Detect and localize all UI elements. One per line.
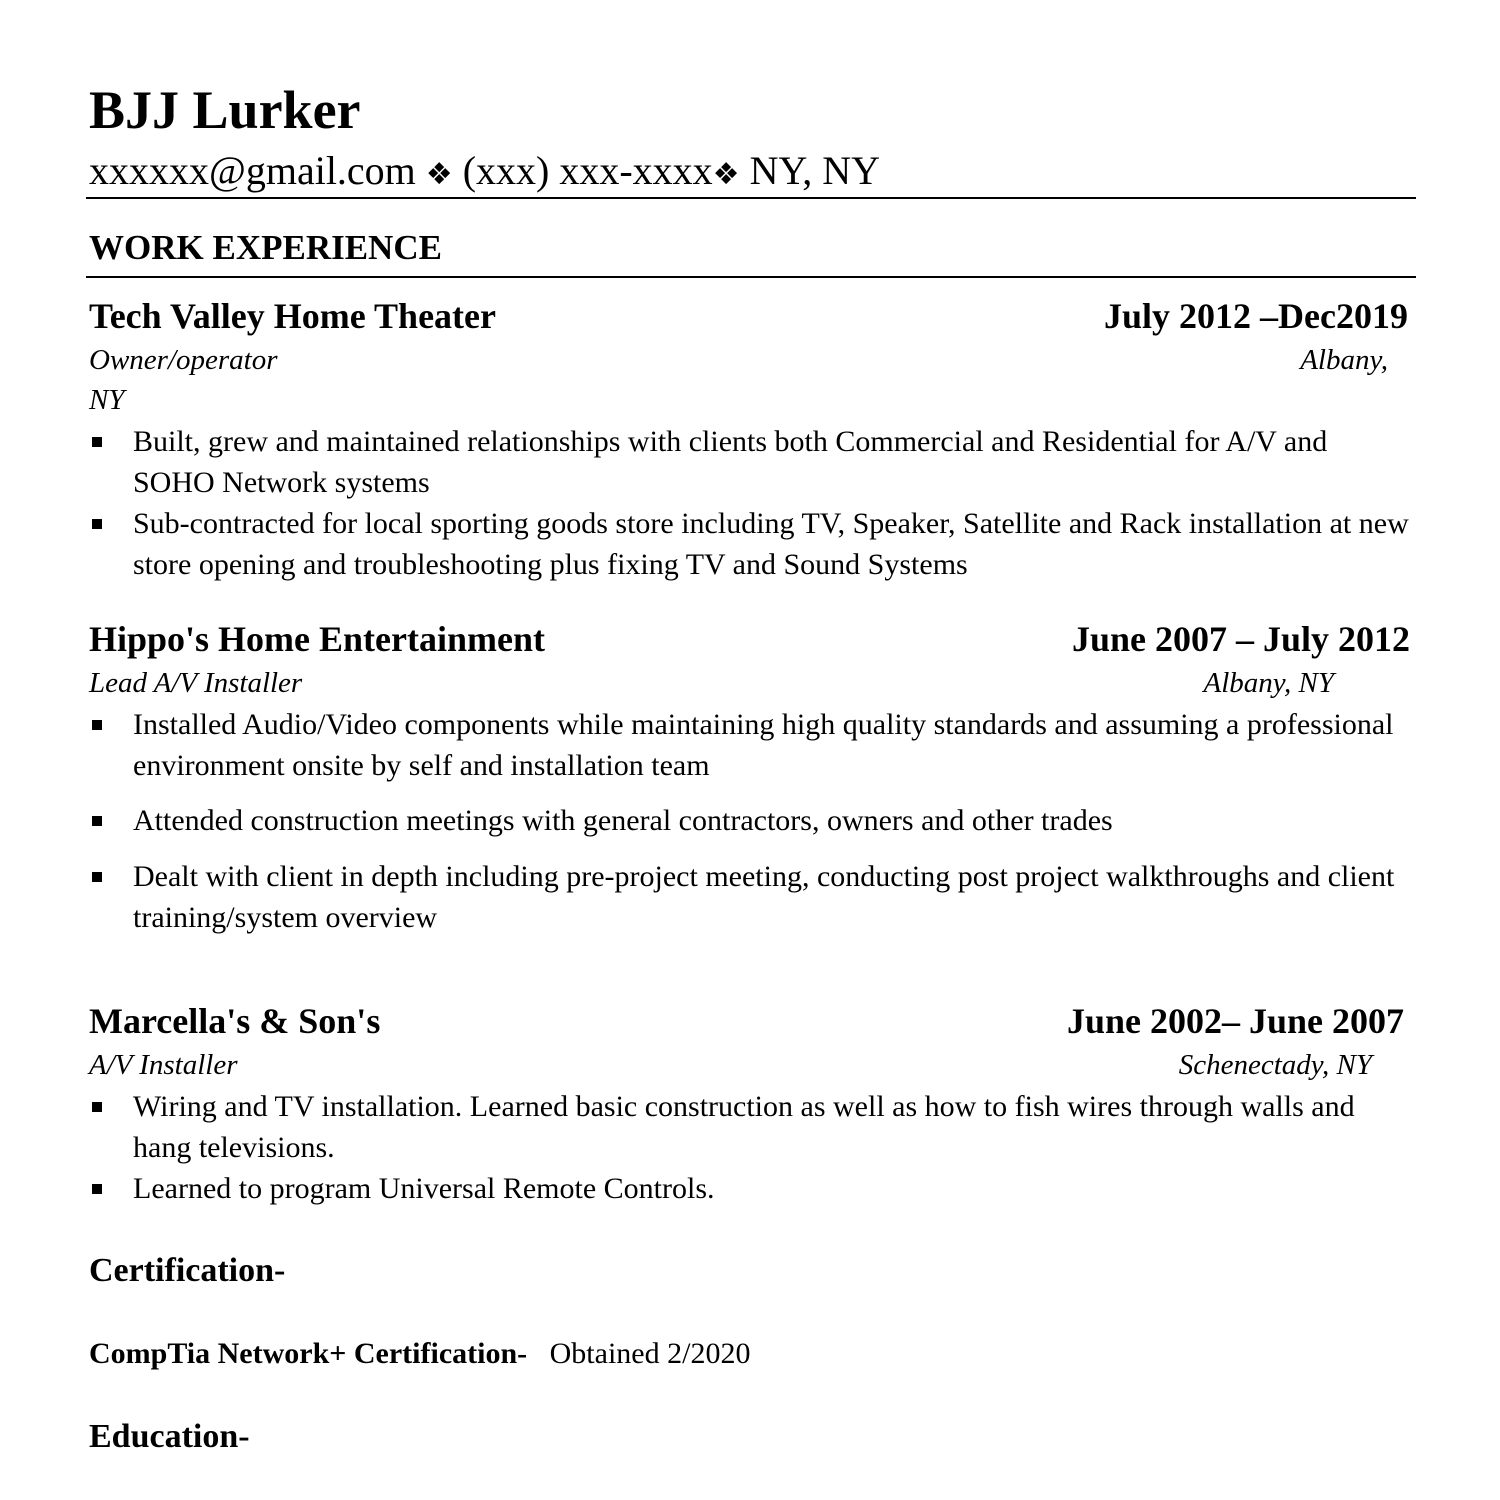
separator-icon: ❖ <box>425 157 453 192</box>
job-company: Tech Valley Home Theater <box>89 296 496 336</box>
job-role: Lead A/V Installer <box>89 667 303 699</box>
section-divider <box>86 276 1416 278</box>
job-location-continued: NY <box>89 384 125 416</box>
phone: (xxx) xxx-xxxx <box>462 148 713 193</box>
list-item <box>89 704 1409 786</box>
list-item <box>89 800 1409 841</box>
bullet-text: Attended construction meetings with general contractors, owners and other trades <box>133 804 1113 837</box>
job-company: Marcella's & Son's <box>89 1001 381 1041</box>
bullet-icon <box>89 856 133 938</box>
certification-line <box>89 1334 750 1374</box>
contact-line <box>89 148 880 198</box>
job-dates: July 2012 –Dec2019 <box>1104 296 1408 336</box>
location: NY, NY <box>749 148 880 193</box>
certification-date: Obtained 2/2020 <box>549 1337 751 1370</box>
bullet-text: Learned to program Universal Remote Controls. <box>133 1172 715 1205</box>
list-item <box>89 421 1409 503</box>
bullet-icon <box>89 704 133 786</box>
job-dates: June 2007 – July 2012 <box>1071 619 1410 659</box>
bullet-text: Dealt with client in depth including pre-project meeting, conducting post project walkthroughs and client training/system overview <box>133 860 1395 934</box>
resume-name: BJJ Lurker <box>89 80 361 140</box>
bullet-text: Built, grew and maintained relationships with clients both Commercial and Residential for A/V and SOHO Network systems <box>133 425 1328 499</box>
bullet-icon <box>89 503 133 585</box>
list-item <box>89 1086 1409 1168</box>
job-dates: June 2002– June 2007 <box>1066 1001 1404 1041</box>
section-heading-certification: Certification- <box>89 1252 286 1289</box>
certification-name: CompTia Network+ Certification- <box>89 1337 528 1370</box>
bullet-icon <box>89 1168 133 1209</box>
job-company: Hippo's Home Entertainment <box>89 619 545 659</box>
list-item <box>89 503 1409 585</box>
email: xxxxxx@gmail.com <box>89 148 416 193</box>
list-item <box>89 1168 1409 1209</box>
list-item <box>89 856 1409 938</box>
bullet-text: Wiring and TV installation. Learned basic construction as well as how to fish wires through walls and hang televisions. <box>133 1090 1355 1164</box>
job-location: Schenectady, NY <box>1178 1049 1372 1081</box>
job-location: Albany, <box>1300 344 1388 376</box>
separator-icon: ❖ <box>712 157 740 192</box>
job-role: Owner/operator <box>89 344 278 376</box>
job-location: Albany, NY <box>1203 667 1334 699</box>
section-heading-work-experience: WORK EXPERIENCE <box>89 228 442 267</box>
bullet-icon <box>89 800 133 841</box>
header-divider <box>86 197 1416 199</box>
bullet-icon <box>89 1086 133 1168</box>
bullet-icon <box>89 421 133 503</box>
bullet-text: Installed Audio/Video components while maintaining high quality standards and assuming a professional environment onsite by self and installation team <box>133 708 1394 782</box>
job-role: A/V Installer <box>89 1049 238 1081</box>
section-heading-education: Education- <box>89 1418 250 1455</box>
bullet-text: Sub-contracted for local sporting goods store including TV, Speaker, Satellite and Rack installation at new store opening and troubleshooting plus fixing TV and Sound Systems <box>133 507 1409 581</box>
